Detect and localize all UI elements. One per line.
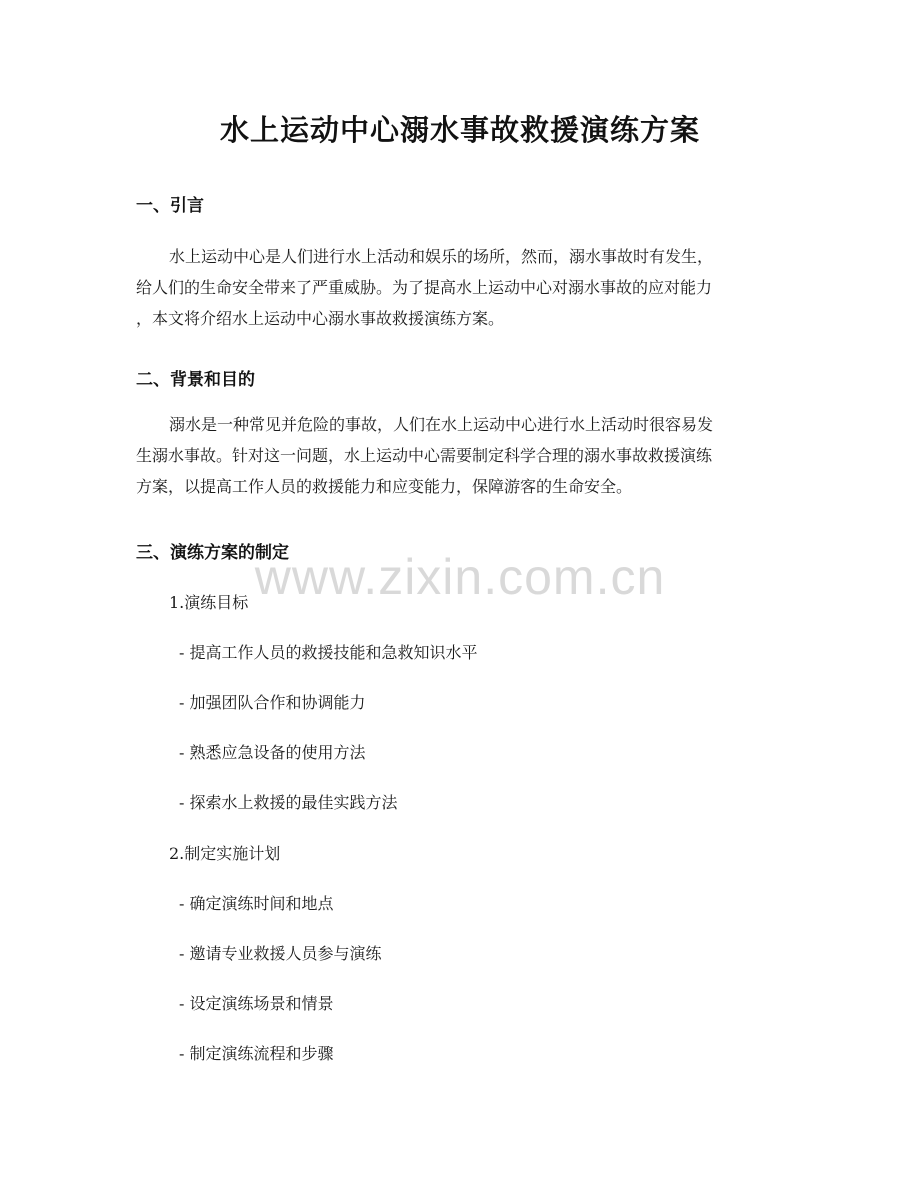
list-item: - 邀请专业救援人员参与演练 [179,944,382,963]
section-heading-intro: 一、引言 [136,196,204,216]
section-heading-background: 二、背景和目的 [136,370,255,390]
paragraph-line: 水上运动中心是人们进行水上活动和娱乐的场所，然而，溺水事故时有发生， [169,247,714,266]
section-heading-plan: 三、演练方案的制定 [136,543,289,563]
paragraph-background [136,409,786,502]
subsection-title: 1.演练目标 [169,593,249,612]
document-title: 水上运动中心溺水事故救援演练方案 [219,113,700,147]
paragraph-line: 给人们的生命安全带来了严重威胁。为了提高水上运动中心对溺水事故的应对能力 [136,278,713,297]
list-item: - 制定演练流程和步骤 [179,1044,334,1063]
watermark-text: www.zixin.com.cn [254,549,666,605]
list-item: - 探索水上救援的最佳实践方法 [179,793,398,812]
paragraph-line: 方案，以提高工作人员的救援能力和应变能力，保障游客的生命安全。 [136,477,633,496]
paragraph-line: 生溺水事故。针对这一问题，水上运动中心需要制定科学合理的溺水事故救援演练 [136,446,713,465]
list-item: - 设定演练场景和情景 [179,994,334,1013]
subsection-title: 2.制定实施计划 [169,844,281,863]
list-item: - 加强团队合作和协调能力 [179,693,366,712]
list-item: - 熟悉应急设备的使用方法 [179,743,366,762]
paragraph-line: 溺水是一种常见并危险的事故，人们在水上运动中心进行水上活动时很容易发 [169,415,714,434]
list-item: - 确定演练时间和地点 [179,894,334,913]
list-item: - 提高工作人员的救援技能和急救知识水平 [179,643,478,662]
paragraph-intro [136,241,786,334]
paragraph-line: ，本文将介绍水上运动中心溺水事故救援演练方案。 [136,309,505,328]
